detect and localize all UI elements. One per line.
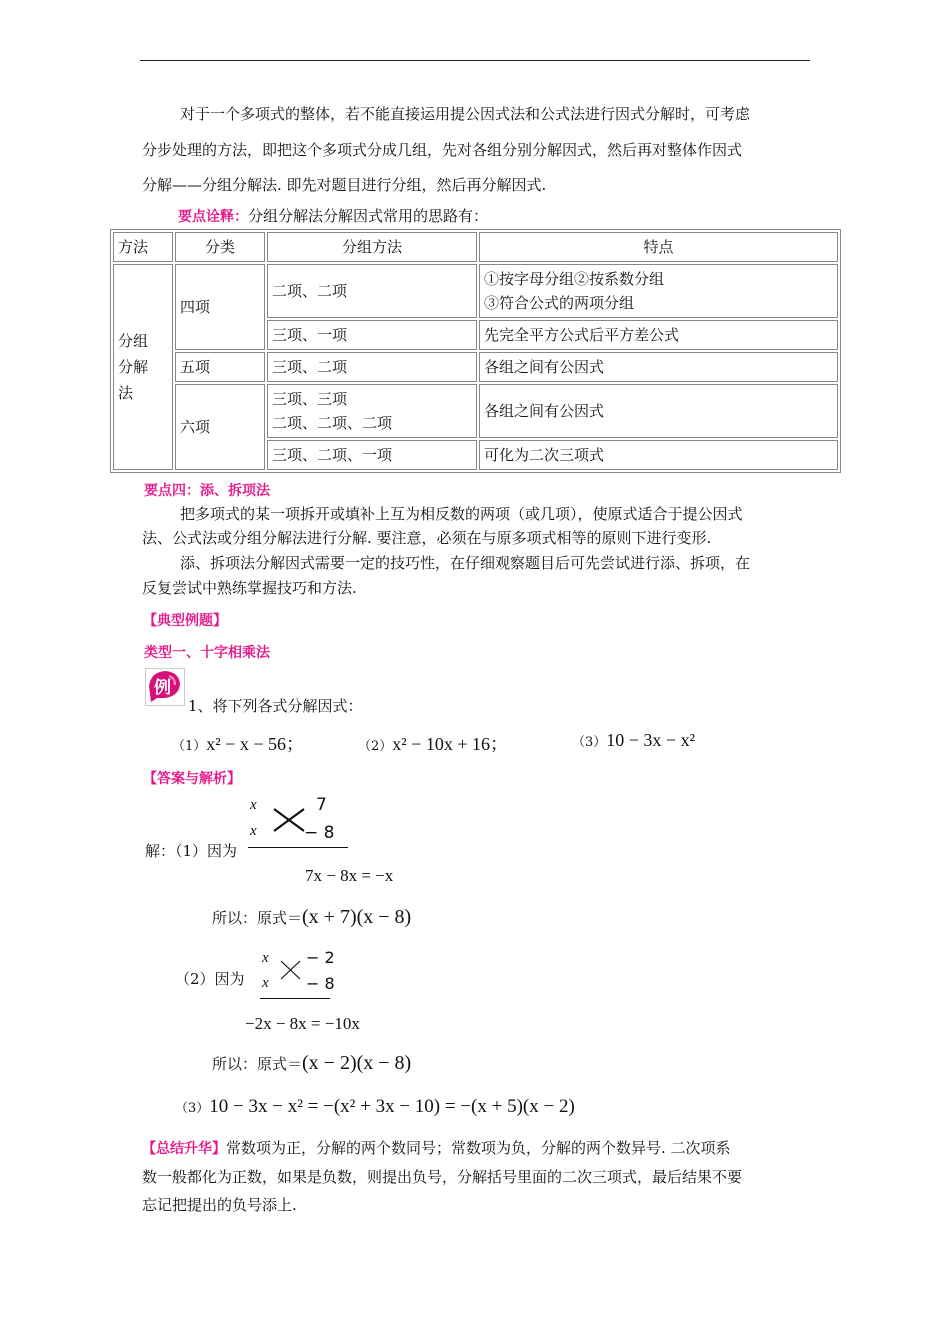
expr-2 bbox=[358, 730, 508, 756]
point4-line-3: 添、拆项法分解因式需要一定的技巧性，在仔细观察题目后可先尝试进行添、拆项，在 bbox=[180, 554, 751, 572]
r3-group: 三项、二项 bbox=[267, 352, 477, 382]
r2-group: 三项、一项 bbox=[267, 320, 477, 350]
keypoint-note bbox=[178, 205, 488, 226]
sol1-result-label: 所以：原式＝ bbox=[212, 909, 303, 927]
expr-2-prefix: （2） bbox=[358, 739, 393, 754]
sol2-check: −2x − 8x = −10x bbox=[245, 1014, 360, 1033]
example-badge bbox=[145, 668, 185, 706]
cross-diagram-1 bbox=[248, 795, 358, 853]
th-category: 分类 bbox=[175, 232, 265, 262]
th-grouping: 分组方法 bbox=[267, 232, 477, 262]
expr-2-body: x² − 10x + 16； bbox=[392, 734, 508, 754]
cross1-x2: x bbox=[250, 823, 257, 839]
question-1: 1、将下列各式分解因式： bbox=[188, 697, 363, 715]
intro-line-2: 分步处理的方法，即把这个多项式分成几组，先对各组分别分解因式，然后再对整体作因式 bbox=[142, 141, 743, 159]
r1-feature-2: ③符合公式的两项分组 bbox=[484, 294, 635, 312]
r3-feature: 各组之间有公因式 bbox=[479, 352, 838, 382]
point4-line-1: 把多项式的某一项拆开或填补上互为相反数的两项（或几项），使原式适合于提公因式 bbox=[180, 505, 743, 523]
cat-five: 五项 bbox=[175, 352, 265, 382]
method-text: 分组分解法 bbox=[118, 332, 149, 402]
intro-line-1: 对于一个多项式的整体，若不能直接运用提公因式法和公式法进行因式分解时，可考虑 bbox=[180, 105, 751, 123]
cross1-x-mark bbox=[270, 805, 310, 835]
sol2-result-expr: (x − 2)(x − 8) bbox=[302, 1052, 412, 1074]
th-method: 方法 bbox=[113, 232, 173, 262]
expr-1-prefix: （1） bbox=[172, 739, 207, 754]
expr-3-prefix: （3） bbox=[572, 735, 607, 750]
intro-line-3: 分解——分组分解法. 即先对题目进行分组，然后再分解因式. bbox=[142, 176, 547, 194]
sol3 bbox=[175, 1096, 575, 1118]
summary-label: 【总结升华】 bbox=[142, 1141, 226, 1157]
cat-six: 六项 bbox=[175, 384, 265, 470]
r4-group bbox=[267, 384, 477, 438]
summary-text-1: 常数项为正，分解的两个数同号；常数项为负，分解的两个数异号. 二次项系 bbox=[226, 1139, 731, 1157]
sol2-lead: （2）因为 bbox=[175, 970, 245, 988]
cross2-n1: − 2 bbox=[306, 948, 335, 967]
keypoint-label: 要点诠释： bbox=[178, 209, 248, 225]
r4-feature: 各组之间有公因式 bbox=[479, 384, 838, 438]
type1-title: 类型一、十字相乘法 bbox=[144, 645, 270, 661]
cross-diagram-2 bbox=[260, 948, 340, 1002]
sol1-result bbox=[212, 906, 411, 929]
sol3-lead: （3） bbox=[175, 1101, 210, 1116]
cross2-x-mark bbox=[278, 958, 304, 982]
summary-line-1 bbox=[142, 1137, 731, 1158]
badge-text: 例 bbox=[154, 678, 171, 698]
summary-line-2: 数一般都化为正数，如果是负数，则提出负号，分解括号里面的二次三项式，最后结果不要 bbox=[142, 1168, 743, 1186]
summary-line-3: 忘记把提出的负号添上. bbox=[142, 1196, 297, 1214]
point4-line-2: 法、公式法或分组分解法进行分解. 要注意，必须在与原多项式相等的原则下进行变形. bbox=[142, 529, 712, 547]
sol3-expr: 10 − 3x − x² = −(x² + 3x − 10) = −(x + 5)(x − 2) bbox=[209, 1096, 575, 1117]
cross2-x2: x bbox=[262, 975, 269, 991]
keypoint-text: 分组分解法分解因式常用的思路有： bbox=[248, 207, 489, 225]
cross2-x1: x bbox=[262, 950, 269, 966]
expr-3-body: 10 − 3x − x² bbox=[606, 730, 695, 750]
answer-title: 【答案与解析】 bbox=[143, 771, 241, 787]
r5-group: 三项、二项、一项 bbox=[267, 440, 477, 470]
r4-group-2: 二项、二项、二项 bbox=[272, 414, 393, 432]
r2-feature: 先完全平方公式后平方差公式 bbox=[479, 320, 838, 350]
cross1-x1: x bbox=[250, 797, 257, 813]
cross1-n1: 7 bbox=[316, 795, 327, 815]
header-rule bbox=[140, 60, 810, 61]
expr-1 bbox=[172, 730, 304, 756]
r5-feature: 可化为二次三项式 bbox=[479, 440, 838, 470]
cross1-n2: − 8 bbox=[304, 823, 335, 843]
sol1-result-expr: (x + 7)(x − 8) bbox=[302, 906, 412, 928]
cross2-underline bbox=[260, 998, 330, 999]
cross2-n2: − 8 bbox=[306, 974, 335, 993]
sol1-check: 7x − 8x = −x bbox=[305, 866, 394, 885]
point4-line-4: 反复尝试中熟练掌握技巧和方法. bbox=[142, 579, 357, 597]
cat-four: 四项 bbox=[175, 264, 265, 350]
sol2-result-label: 所以：原式＝ bbox=[212, 1055, 303, 1073]
sol2-result bbox=[212, 1052, 411, 1075]
method-cell bbox=[113, 264, 173, 470]
expr-1-body: x² − x − 56； bbox=[206, 734, 304, 754]
examples-title: 【典型例题】 bbox=[143, 613, 227, 629]
grouping-method-table bbox=[110, 229, 841, 473]
expr-3 bbox=[572, 730, 695, 751]
r1-group: 二项、二项 bbox=[267, 264, 477, 318]
r4-group-1: 三项、三项 bbox=[272, 390, 348, 408]
r1-feature bbox=[479, 264, 838, 318]
cross1-underline bbox=[248, 847, 348, 848]
point4-title: 要点四：添、拆项法 bbox=[144, 483, 270, 499]
r1-feature-1: ①按字母分组②按系数分组 bbox=[484, 270, 665, 288]
sol1-lead: 解：（1）因为 bbox=[145, 842, 238, 860]
th-feature: 特点 bbox=[479, 232, 838, 262]
